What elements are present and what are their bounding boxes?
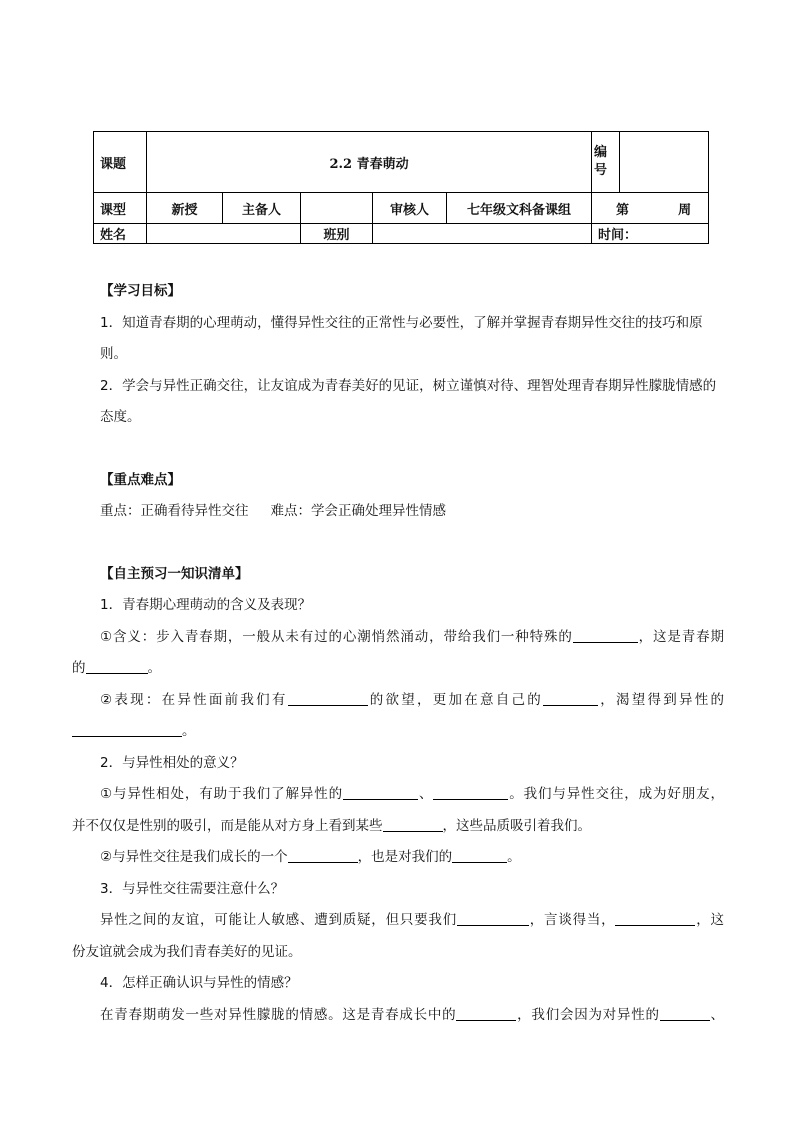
- question-1: 1．青春期心理萌动的含义及表现？: [100, 597, 312, 613]
- week-label-2: 周: [678, 202, 692, 218]
- answer-blank[interactable]: [573, 628, 638, 643]
- class-value-cell: [373, 224, 592, 244]
- number-value-cell: [620, 132, 709, 193]
- class-label: 班别: [323, 228, 350, 243]
- topic-value-cell: [147, 132, 592, 193]
- type-value-cell: [147, 193, 223, 224]
- topic-label: 课题: [100, 156, 127, 172]
- objective-1: 1．知道青春期的心理萌动，懂得异性交往的正常性与必要性，了解并掌握青春期异性交往的技巧和原则。: [100, 314, 703, 362]
- key-point: 重点：正确看待异性交往: [100, 503, 249, 519]
- answer-blank[interactable]: [660, 1006, 710, 1021]
- answer-blank[interactable]: [383, 817, 443, 832]
- topic-label-cell: [94, 132, 147, 193]
- answer-blank[interactable]: [457, 911, 529, 926]
- type-label: 课型: [100, 202, 127, 218]
- type-value: 新授: [171, 202, 198, 218]
- answer-blank[interactable]: [452, 848, 507, 863]
- q2-line-1: ①与异性相处，有助于我们了解异性的 、 。我们与异性交往，成为好朋友，: [100, 786, 725, 802]
- answer-blank[interactable]: [543, 691, 598, 706]
- reviewer-label: 审核人: [389, 202, 429, 218]
- reviewer-label-cell: [373, 193, 447, 224]
- question-3: 3．与异性交往需要注意什么？: [100, 880, 285, 897]
- keypoints-line: [72, 496, 724, 528]
- answer-blank[interactable]: [288, 848, 358, 863]
- objectives-heading: 【学习目标】: [100, 283, 181, 299]
- q2-line-3: ②与异性交往是我们成长的一个 ，也是对我们的 。: [100, 849, 521, 865]
- name-value-cell: [147, 224, 301, 244]
- q1-meaning-line-1: ①含义：步入青春期，一般从未有过的心潮悄然涌动，带给我们一种特殊的 ，这是青春期: [100, 628, 724, 645]
- answer-blank[interactable]: [288, 691, 368, 706]
- answer-blank[interactable]: [72, 722, 182, 737]
- keypoints-heading: 【重点难点】: [100, 471, 181, 488]
- q1-expression-line-1: ②表现：在异性面前我们有 的欲望，更加在意自己的 ，渴望得到异性的: [100, 691, 725, 708]
- reviewer-value: 七年级文科备课组: [467, 202, 572, 218]
- time-cell: [592, 224, 709, 244]
- answer-blank[interactable]: [86, 659, 148, 674]
- author-label-cell: [223, 193, 301, 224]
- number-label-cell: [592, 132, 620, 193]
- difficult-point: 难点：学会正确处理异性情感: [270, 503, 446, 519]
- name-label-cell: [94, 224, 147, 244]
- content: [72, 276, 724, 1031]
- name-label: 姓名: [100, 228, 127, 243]
- q4-line-1: 在青春期萌发一些对异性朦胧的情感。这是青春成长中的 ，我们会因为对异性的 、: [100, 1006, 725, 1023]
- answer-blank[interactable]: [615, 911, 695, 926]
- preview-heading: 【自主预习一知识清单】: [100, 565, 249, 582]
- time-label: 时间：: [598, 228, 638, 243]
- author-value-cell: [301, 193, 373, 224]
- question-4: 4．怎样正确认识与异性的情感？: [100, 975, 298, 991]
- q1-expression-line-2: 。: [72, 716, 724, 748]
- objective-2: 2．学会与异性正确交往，让友谊成为青春美好的见证，树立谨慎对待、理智处理青春期异性朦胧情感的态度。: [100, 377, 717, 425]
- topic-title: 2.2 青春萌动: [329, 156, 409, 172]
- number-label: 编号: [594, 145, 608, 178]
- question-2: 2．与异性相处的意义？: [100, 754, 244, 771]
- q3-line-1: 异性之间的友谊，可能让人敏感、遭到质疑，但只要我们 ，言谈得当， ，这: [100, 912, 725, 928]
- type-label-cell: [94, 193, 147, 224]
- class-label-cell: [301, 224, 373, 244]
- q1-meaning-line-2: 的 。: [72, 660, 161, 676]
- header-table: [93, 131, 709, 244]
- reviewer-value-cell: [447, 193, 592, 224]
- q3-line-2: 份友谊就会成为我们青春美好的见证。: [72, 943, 302, 960]
- answer-blank[interactable]: [433, 785, 508, 800]
- author-label: 主备人: [241, 202, 281, 218]
- answer-blank[interactable]: [456, 1006, 516, 1021]
- q2-line-2: 并不仅仅是性别的吸引，而是能从对方身上看到某些 ，这些品质吸引着我们。: [72, 817, 591, 834]
- week-cell: [592, 193, 709, 224]
- week-label-1: 第: [616, 202, 630, 218]
- answer-blank[interactable]: [343, 785, 418, 800]
